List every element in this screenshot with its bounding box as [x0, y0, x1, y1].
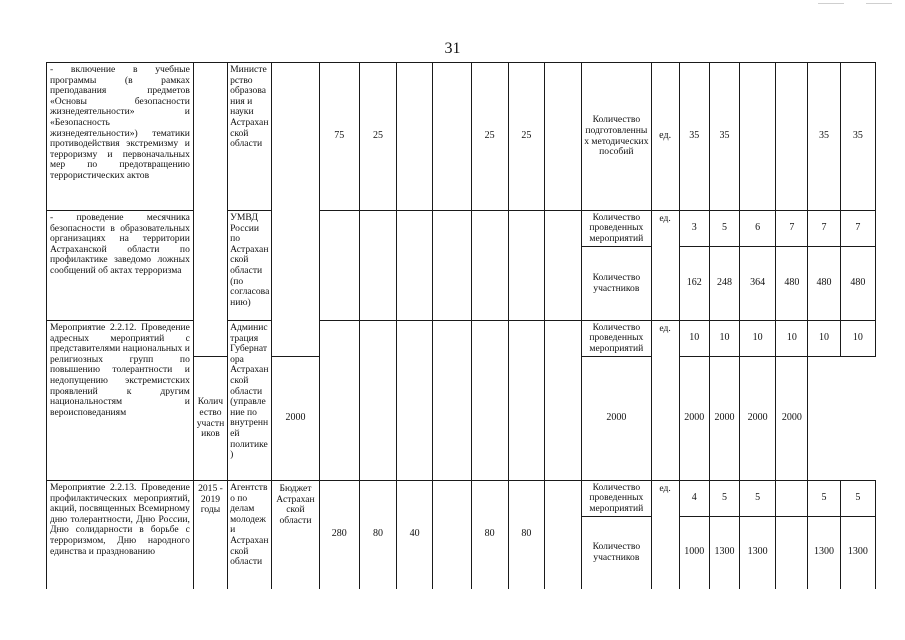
indicator-value: 5 [808, 481, 840, 517]
indicator-value: 162 [679, 247, 709, 321]
indicator-value: 1300 [808, 517, 840, 589]
cost-cell: 25 [508, 63, 544, 211]
indicator-value [740, 63, 776, 211]
indicator-value: 4 [679, 481, 709, 517]
indicator-value: 7 [840, 211, 875, 247]
scan-mark [818, 3, 844, 4]
indicator-value: 10 [776, 321, 808, 357]
period-cell: 2015 - 2019 годы [193, 481, 227, 589]
indicator-value: 1000 [679, 517, 709, 589]
executor-cell: Агентство по делам молодежи Астраханской области [228, 481, 272, 589]
indicator-value: 5 [740, 481, 776, 517]
indicator-value: 10 [740, 321, 776, 357]
indicator-value: 480 [840, 247, 875, 321]
indicator-name: Количество проведенных мероприятий [582, 321, 651, 357]
indicator-value: 2000 [272, 357, 319, 481]
measure-description: - проведение месячника безопасности в образовательных организациях на территории Астраханской области по профилактике заведомо ложных сообщений об актах терроризма [47, 211, 194, 321]
indicator-name: Количество проведенных мероприятий [582, 481, 651, 517]
indicator-value: 10 [840, 321, 875, 357]
indicator-value: 35 [709, 63, 739, 211]
indicator-value: 3 [679, 211, 709, 247]
unit-cell: ед. [651, 63, 679, 211]
indicator-value: 35 [840, 63, 875, 211]
page-number: 31 [444, 40, 461, 57]
cost-cell: 80 [508, 481, 544, 589]
executor-cell: Министерство образования и науки Астраханской области [228, 63, 272, 211]
cost-cell: 25 [359, 63, 396, 211]
indicator-value: 7 [808, 211, 840, 247]
measure-description: Мероприятие 2.2.13. Проведение профилактических мероприятий, акций, посвященных Всемирному дню толерантности, Дню России, Дню солидарности в борьбе с терроризмом, Дню народного единства и празднованию [47, 481, 194, 589]
indicator-value: 480 [808, 247, 840, 321]
cost-cell: 25 [471, 63, 508, 211]
indicator-value: 35 [679, 63, 709, 211]
scan-mark [866, 3, 892, 4]
indicator-value: 248 [709, 247, 739, 321]
indicator-value: 35 [808, 63, 840, 211]
cost-cell [433, 481, 471, 589]
indicator-value: 480 [776, 247, 808, 321]
table-row [47, 211, 876, 247]
unit-cell: ед. [651, 211, 679, 321]
indicator-value: 364 [740, 247, 776, 321]
measure-description: Мероприятие 2.2.12. Проведение адресных мероприятий с представителями национальных и религиозных групп по повышению толерантности и недопущению экстремистских проявлений к другим национальностям и вероисповеданиям [47, 321, 194, 481]
indicator-value: 5 [709, 211, 739, 247]
indicator-value: 10 [709, 321, 739, 357]
indicator-value: 2000 [679, 357, 709, 481]
indicator-name: Количество подготовленных методических пособий [582, 63, 651, 211]
indicator-name: Количество проведенных мероприятий [582, 211, 651, 247]
cost-cell [433, 63, 471, 211]
indicator-value [776, 481, 808, 517]
table-row [47, 321, 876, 357]
indicator-value: 2000 [740, 357, 776, 481]
cost-cell [397, 63, 433, 211]
indicator-value: 5 [840, 481, 875, 517]
indicator-value: 10 [808, 321, 840, 357]
funding-source-cell: Бюджет Астраханской области [272, 481, 319, 589]
table-row [47, 481, 876, 517]
cost-cell: 80 [471, 481, 508, 589]
executor-cell: УМВД России по Астраханской области (по согласованию) [228, 211, 272, 321]
cost-cell: 280 [319, 481, 359, 589]
program-table [46, 62, 876, 589]
cost-cell: 75 [319, 63, 359, 211]
indicator-name: Количество участников [193, 357, 227, 481]
indicator-value: 6 [740, 211, 776, 247]
indicator-value: 10 [679, 321, 709, 357]
indicator-value [776, 63, 808, 211]
cost-cell: 40 [397, 481, 433, 589]
cost-cell: 80 [359, 481, 396, 589]
indicator-value: 1300 [840, 517, 875, 589]
indicator-value: 2000 [709, 357, 739, 481]
unit-cell: ед. [651, 481, 679, 589]
indicator-value: 7 [776, 211, 808, 247]
indicator-value: 2000 [582, 357, 651, 481]
indicator-name: Количество участников [582, 517, 651, 589]
funding-source-cell [272, 63, 319, 357]
indicator-value: 1300 [709, 517, 739, 589]
indicator-value: 5 [709, 481, 739, 517]
executor-cell: Администрация Губернатора Астраханской области (управление по внутренней политике) [228, 321, 272, 481]
indicator-value [776, 517, 808, 589]
measure-description: - включение в учебные программы (в рамках преподавания предметов «Основы безопасности жизнедеятельности» и «Безопасность жизнедеятельности») тематики противодействия экстремизму и терроризму и первоначальных мер по предотвращению террористических актов [47, 63, 194, 211]
period-cell [193, 63, 227, 357]
indicator-value: 2000 [776, 357, 808, 481]
indicator-name: Количество участников [582, 247, 651, 321]
indicator-value: 1300 [740, 517, 776, 589]
unit-cell: ед. [651, 321, 679, 481]
table-row [47, 63, 876, 211]
